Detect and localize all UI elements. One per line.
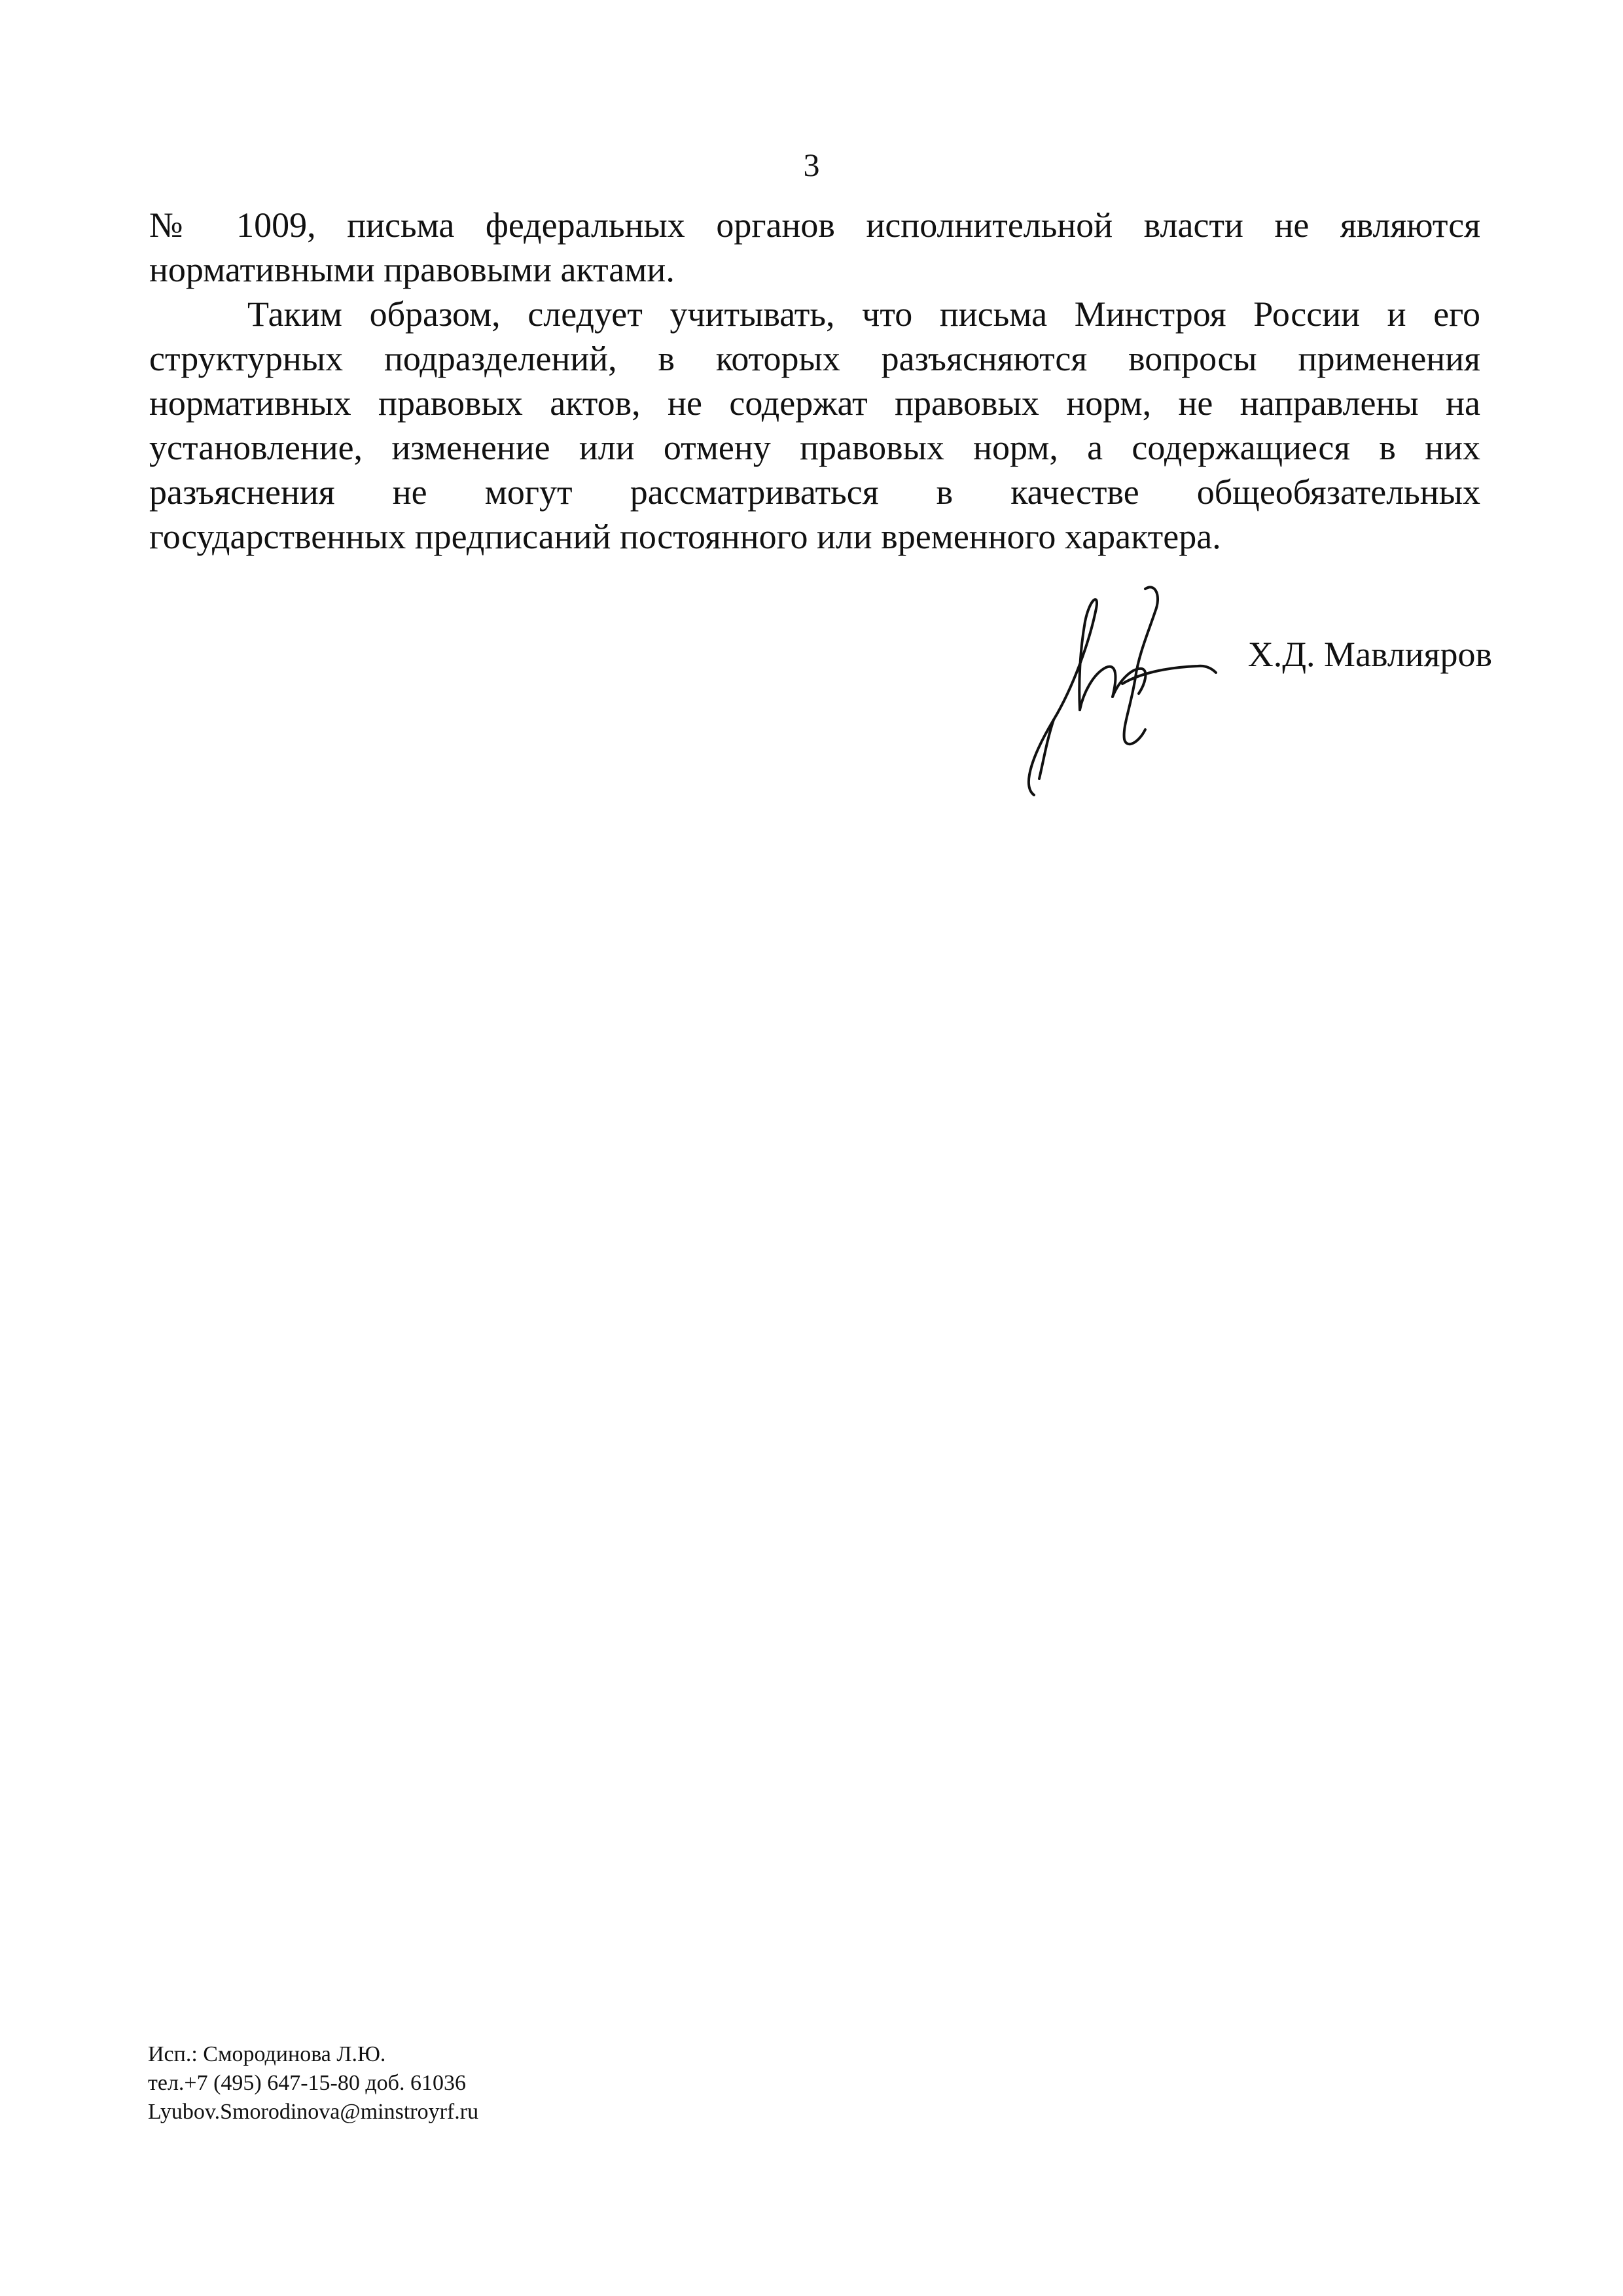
body-line: государственных предписаний постоянного или временного характера. — [149, 517, 1221, 556]
signature-block — [1008, 569, 1492, 811]
executor-phone: тел.+7 (495) 647-15-80 доб. 61036 — [148, 2071, 466, 2095]
body-line: нормативных правовых актов, не содержат правовых норм, не направлены на — [149, 383, 1480, 423]
body-line: Таким образом, следует учитывать, что письма Минстроя России и его — [247, 294, 1480, 334]
paragraph-1 — [149, 203, 1480, 292]
body-line: структурных подразделений, в которых разъясняются вопросы применения — [149, 339, 1480, 378]
handwritten-signature — [1008, 569, 1230, 811]
letter-body — [149, 203, 1480, 559]
executor-email: Lyubov.Smorodinova@minstroyrf.ru — [148, 2100, 479, 2124]
signer-name: Х.Д. Мавлияров — [1247, 635, 1492, 674]
body-line: установление, изменение или отмену правовых норм, а содержащиеся в них — [149, 428, 1480, 467]
page-number: 3 — [803, 147, 820, 183]
paragraph-2 — [149, 292, 1480, 559]
body-line: нормативными правовыми актами. — [149, 250, 675, 289]
body-line: № 1009, письма федеральных органов исполнительной власти не являются — [149, 205, 1480, 245]
executor-name: Исп.: Смородинова Л.Ю. — [148, 2042, 386, 2066]
executor-info — [148, 2040, 478, 2127]
body-line: разъяснения не могут рассматриваться в качестве общеобязательных — [149, 472, 1480, 512]
